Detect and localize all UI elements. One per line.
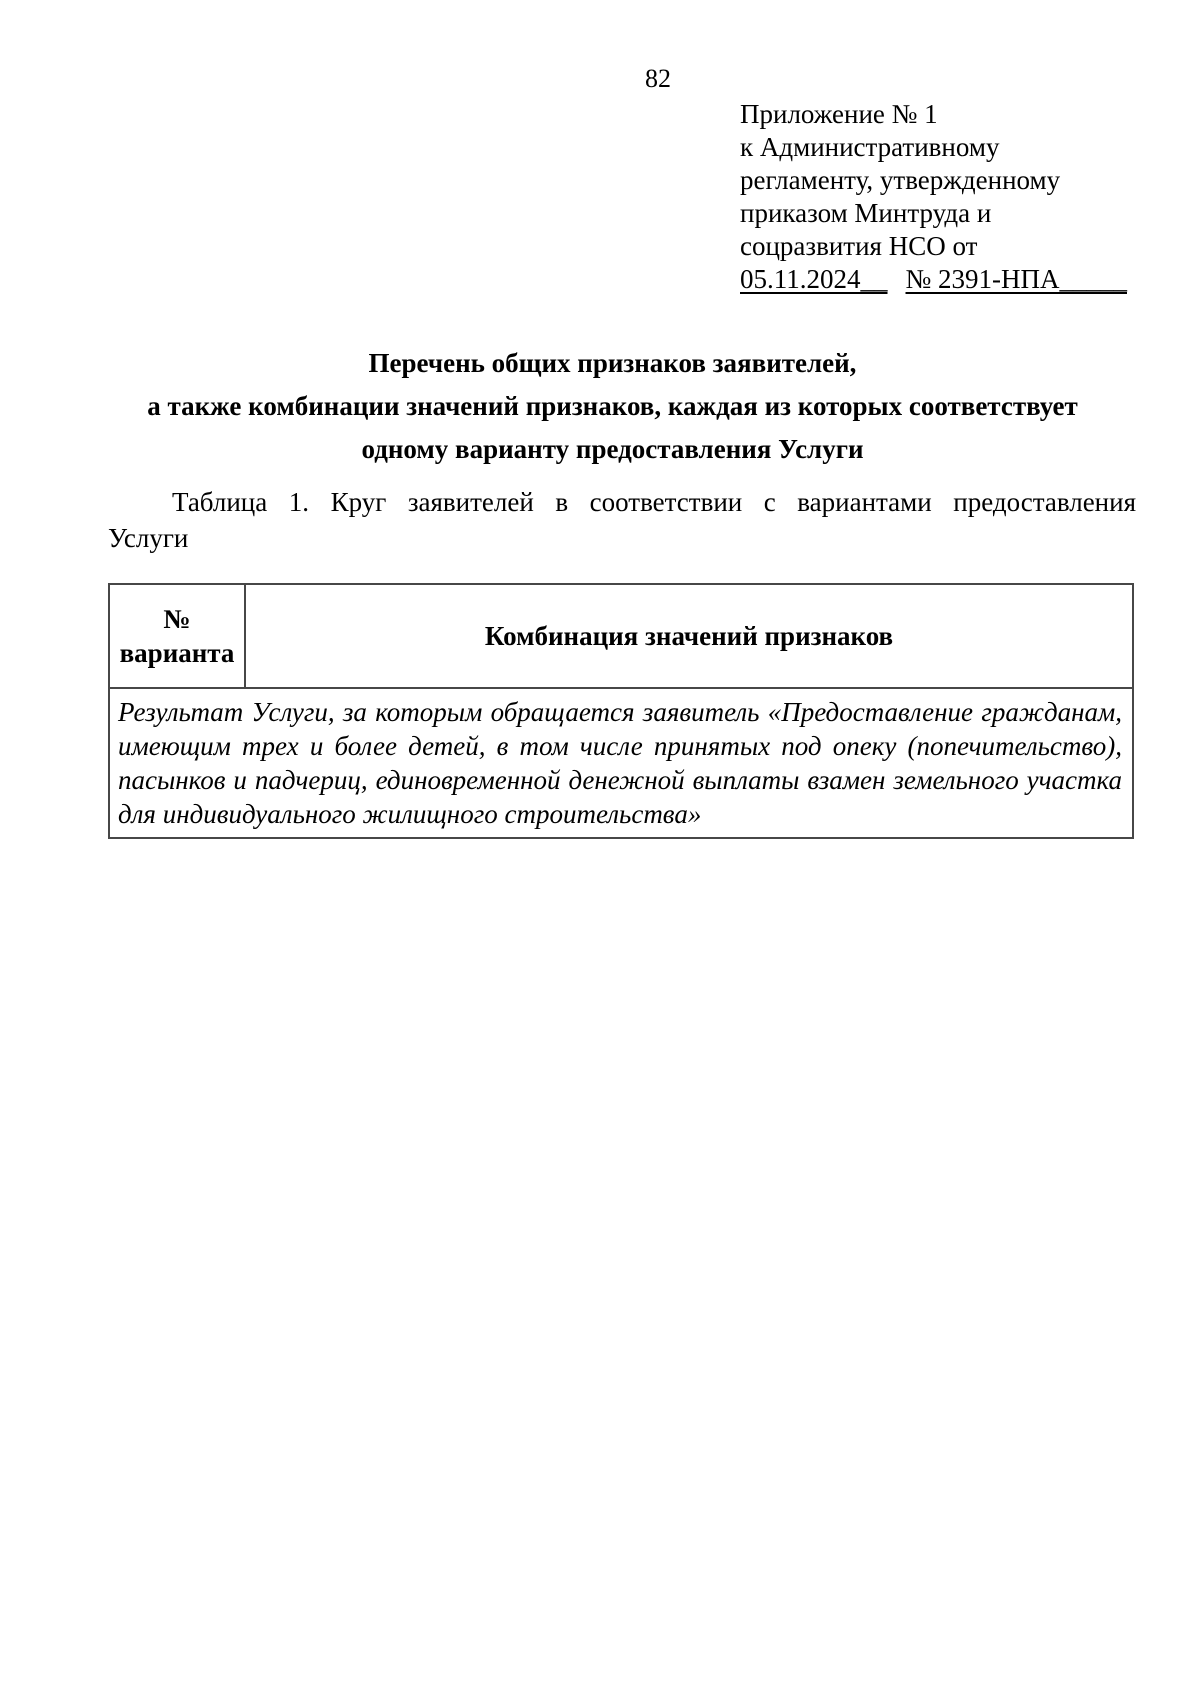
annex-reference-block bbox=[740, 98, 1160, 296]
annex-order-date: 05.11.2024__ bbox=[740, 264, 888, 294]
table-header-row bbox=[109, 584, 1133, 688]
annex-line: к Административному bbox=[740, 132, 1000, 162]
annex-line: соцразвития НСО от bbox=[740, 231, 978, 261]
document-title bbox=[85, 342, 1140, 471]
annex-line: Приложение № 1 bbox=[740, 99, 938, 129]
table-caption-line-1: Таблица 1. Круг заявителей в соответствии с вариантами предоставления bbox=[172, 487, 1136, 517]
claimants-table bbox=[108, 583, 1134, 839]
table-row bbox=[109, 688, 1133, 838]
annex-order-line bbox=[740, 263, 1160, 296]
annex-line: регламенту, утвержденному bbox=[740, 165, 1061, 195]
service-result-cell: Результат Услуги, за которым обращается заявитель «Предоставление гражданам, имеющим трех и более детей, в том числе принятых под опеку (попечительство), пасынков и падчериц, единовременной денежной выплаты взамен земельного участка для индивидуального жилищного строительства» bbox=[109, 688, 1133, 838]
variant-number-header-cell: № варианта bbox=[109, 584, 245, 688]
title-line-3: одному варианту предоставления Услуги bbox=[361, 434, 864, 464]
combination-header-cell: Комбинация значений признаков bbox=[245, 584, 1133, 688]
title-line-1: Перечень общих признаков заявителей, bbox=[368, 348, 857, 378]
table-caption-line-2: Услуги bbox=[108, 523, 189, 553]
table-caption-paragraph bbox=[108, 484, 1136, 556]
annex-order-number: № 2391-НПА_____ bbox=[905, 264, 1127, 294]
annex-line: приказом Минтруда и bbox=[740, 198, 992, 228]
title-line-2: а также комбинации значений признаков, каждая из которых соответствует bbox=[147, 391, 1078, 421]
page-number: 82 bbox=[645, 64, 671, 93]
